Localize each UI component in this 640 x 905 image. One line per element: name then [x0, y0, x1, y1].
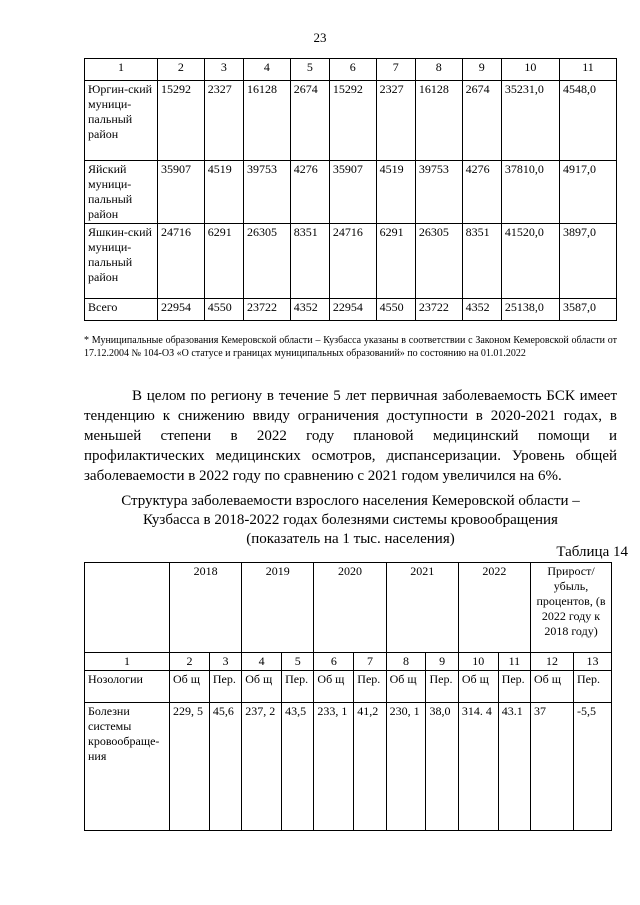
column-number: 7: [354, 653, 386, 671]
heading-line: Кузбасса в 2018-2022 годах болезнями системы кровообращения: [143, 512, 558, 528]
table-cell: 237, 2: [242, 703, 282, 831]
table-cell: 16128: [415, 81, 462, 161]
table-cell: 45,6: [209, 703, 241, 831]
sub-header-row: [85, 671, 612, 703]
year-header-row: [85, 563, 612, 653]
table-cell: 4917,0: [560, 161, 617, 224]
table-row: [85, 81, 617, 161]
table-header-row: [85, 59, 617, 81]
table-row: [85, 703, 612, 831]
column-number-row: [85, 653, 612, 671]
table-cell: 15292: [329, 81, 376, 161]
sub-header: Пер.: [573, 671, 611, 703]
year-header: 2021: [386, 563, 458, 653]
column-number: 13: [573, 653, 611, 671]
nosology-label: Нозологии: [85, 671, 170, 703]
table-cell: 2674: [290, 81, 329, 161]
table-cell: 3897,0: [560, 224, 617, 299]
column-number: 4: [242, 653, 282, 671]
column-number: 2: [170, 653, 210, 671]
table-cell: 23722: [415, 299, 462, 321]
sub-header: Об щ: [531, 671, 574, 703]
header-cell: 8: [415, 59, 462, 81]
body-paragraph: В целом по региону в течение 5 лет первичная заболеваемость БСК имеет тенденцию к снижению ввиду ограничения доступности в 2020-2021 годах, в меньшей степени в 2022 году плановой медицинский помощи и профилактических медицинских осмотров, диспансеризации. Уровень общей заболеваемости в 2022 году по сравнению с 2021 годом увеличился на 6%.: [84, 388, 617, 484]
table-cell: 229, 5: [170, 703, 210, 831]
table-cell: 2327: [376, 81, 415, 161]
table-cell: 4519: [376, 161, 415, 224]
table-cell: 38,0: [426, 703, 458, 831]
footnote: * Муниципальные образования Кемеровской области – Кузбасса указаны в соответствии с Законом Кемеровской области от 17.12.2004 № 104-ОЗ «О статусе и границах муниципальных образований» по состоянию на 01.01.2022: [84, 335, 617, 359]
year-header: 2019: [242, 563, 314, 653]
sub-header: Пер.: [209, 671, 241, 703]
year-header: 2020: [314, 563, 386, 653]
table-cell: 23722: [243, 299, 290, 321]
table-heading: [84, 492, 617, 549]
table-label: Таблица 14: [556, 544, 628, 560]
table-cell: 22954: [329, 299, 376, 321]
table-cell: 37810,0: [501, 161, 559, 224]
year-header: 2022: [458, 563, 530, 653]
table-cell: 35231,0: [501, 81, 559, 161]
district-table: [84, 58, 617, 321]
heading-line: Структура заболеваемости взрослого населения Кемеровской области –: [121, 493, 580, 509]
table-row: [85, 224, 617, 299]
column-number: 3: [209, 653, 241, 671]
sub-header: Пер.: [354, 671, 386, 703]
column-number: 9: [426, 653, 458, 671]
table-cell: 2674: [462, 81, 501, 161]
table-cell: 35907: [329, 161, 376, 224]
row-label: Болезни системы кровообраще-ния: [85, 703, 170, 831]
column-number: 1: [85, 653, 170, 671]
table-cell: 35907: [158, 161, 205, 224]
table-cell: 39753: [243, 161, 290, 224]
header-cell: 3: [204, 59, 243, 81]
table-cell: 4519: [204, 161, 243, 224]
table-cell: 39753: [415, 161, 462, 224]
sub-header: Пер.: [282, 671, 314, 703]
year-header: 2018: [170, 563, 242, 653]
column-number: 5: [282, 653, 314, 671]
table-cell: 43.1: [498, 703, 530, 831]
table-total-row: [85, 299, 617, 321]
table-cell: 8351: [290, 224, 329, 299]
table-cell: 4276: [290, 161, 329, 224]
morbidity-table: [84, 562, 612, 831]
table-cell: 2327: [204, 81, 243, 161]
header-cell: 11: [560, 59, 617, 81]
header-cell: 2: [158, 59, 205, 81]
header-cell: 7: [376, 59, 415, 81]
sub-header: Об щ: [458, 671, 498, 703]
row-label: Яйский муници-пальный район: [85, 161, 158, 224]
table-cell: 26305: [415, 224, 462, 299]
header-cell: 6: [329, 59, 376, 81]
table-cell: 15292: [158, 81, 205, 161]
header-cell: 10: [501, 59, 559, 81]
table-cell: 3587,0: [560, 299, 617, 321]
table-cell: 22954: [158, 299, 205, 321]
page-number: 23: [313, 30, 327, 45]
sub-header: Об щ: [170, 671, 210, 703]
sub-header: Об щ: [242, 671, 282, 703]
column-number: 11: [498, 653, 530, 671]
table-cell: 4352: [290, 299, 329, 321]
change-header: Прирост/ убыль, процентов, (в 2022 году к 2018 году): [531, 563, 612, 653]
table-cell: 16128: [243, 81, 290, 161]
sub-header: Пер.: [426, 671, 458, 703]
table-cell: 4276: [462, 161, 501, 224]
table-cell: 4550: [376, 299, 415, 321]
heading-line: (показатель на 1 тыс. населения): [246, 531, 455, 547]
table-cell: 4550: [204, 299, 243, 321]
table-cell: 230, 1: [386, 703, 426, 831]
sub-header: Об щ: [314, 671, 354, 703]
table-cell: 233, 1: [314, 703, 354, 831]
table-row: [85, 161, 617, 224]
empty-header-cell: [85, 563, 170, 653]
table-cell: 8351: [462, 224, 501, 299]
table-cell: 6291: [376, 224, 415, 299]
header-cell: 4: [243, 59, 290, 81]
table-cell: 24716: [329, 224, 376, 299]
column-number: 8: [386, 653, 426, 671]
header-cell: 9: [462, 59, 501, 81]
column-number: 10: [458, 653, 498, 671]
row-label: Всего: [85, 299, 158, 321]
table-cell: 37: [531, 703, 574, 831]
sub-header: Об щ: [386, 671, 426, 703]
header-cell: 1: [85, 59, 158, 81]
table-cell: 25138,0: [501, 299, 559, 321]
table-cell: 41520,0: [501, 224, 559, 299]
table-cell: 6291: [204, 224, 243, 299]
table-cell: 24716: [158, 224, 205, 299]
table-cell: 314. 4: [458, 703, 498, 831]
row-label: Яшкин-ский муници-пальный район: [85, 224, 158, 299]
table-cell: -5,5: [573, 703, 611, 831]
row-label: Юргин-ский муници-пальный район: [85, 81, 158, 161]
header-cell: 5: [290, 59, 329, 81]
table-cell: 4548,0: [560, 81, 617, 161]
table-cell: 41,2: [354, 703, 386, 831]
table-cell: 4352: [462, 299, 501, 321]
sub-header: Пер.: [498, 671, 530, 703]
column-number: 12: [531, 653, 574, 671]
table-cell: 43,5: [282, 703, 314, 831]
column-number: 6: [314, 653, 354, 671]
table-cell: 26305: [243, 224, 290, 299]
